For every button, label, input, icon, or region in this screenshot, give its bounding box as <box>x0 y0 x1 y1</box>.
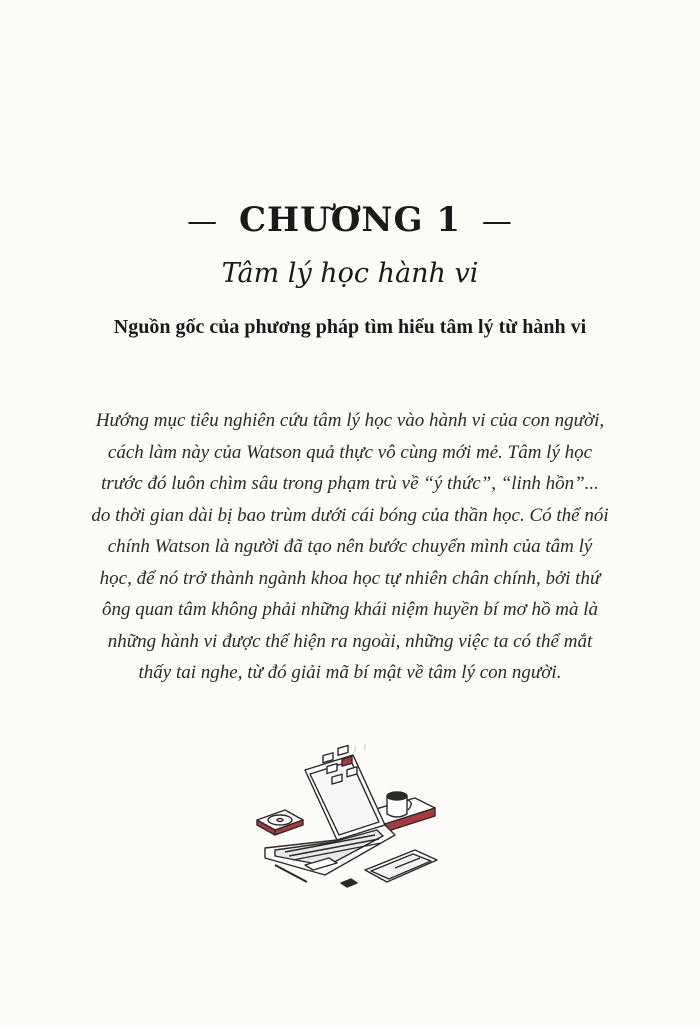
chapter-subtitle: Tâm lý học hành vi <box>221 258 479 289</box>
laptop-screen-icon <box>305 745 385 840</box>
ground-lines <box>355 744 365 752</box>
chapter-title: CHƯƠNG 1 <box>238 200 462 240</box>
body-line: học, để nó trở thành ngành khoa học tự nhiên chân chính, bởi thứ <box>99 567 601 589</box>
laptop-desk-illustration <box>245 740 445 910</box>
phone-icon <box>341 879 357 887</box>
body-line: những hành vi được thể hiện ra ngoài, những việc ta có thể mắt <box>107 630 593 652</box>
chapter-tagline: Nguồn gốc của phương pháp tìm hiểu tâm lý từ hành vi <box>113 316 587 338</box>
tablet-icon <box>365 850 437 882</box>
body-line: ông quan tâm không phải những khái niệm huyền bí mơ hồ mà là <box>102 599 598 620</box>
body-paragraph <box>0 405 700 689</box>
chapter-dash-left: — <box>187 204 219 239</box>
chapter-dash-right: — <box>481 204 513 239</box>
chapter-heading <box>0 200 700 240</box>
body-line: thấy tai nghe, từ đó giải mã bí mật về tâm lý con người. <box>138 662 562 683</box>
body-line: cách làm này của Watson quả thực vô cùng mới mẻ. Tâm lý học <box>107 441 593 463</box>
body-line: Hướng mục tiêu nghiên cứu tâm lý học vào hành vi của con người, <box>95 410 605 431</box>
body-line: chính Watson là người đã tạo nên bước chuyển mình của tâm lý <box>107 536 593 557</box>
coffee-mug-icon <box>387 792 411 817</box>
body-line: do thời gian dài bị bao trùm dưới cái bóng của thần học. Có thể nói <box>91 504 609 526</box>
disc-icon <box>257 810 303 835</box>
body-line: trước đó luôn chìm sâu trong phạm trù về “ý thức”, “linh hồn”... <box>101 473 599 494</box>
